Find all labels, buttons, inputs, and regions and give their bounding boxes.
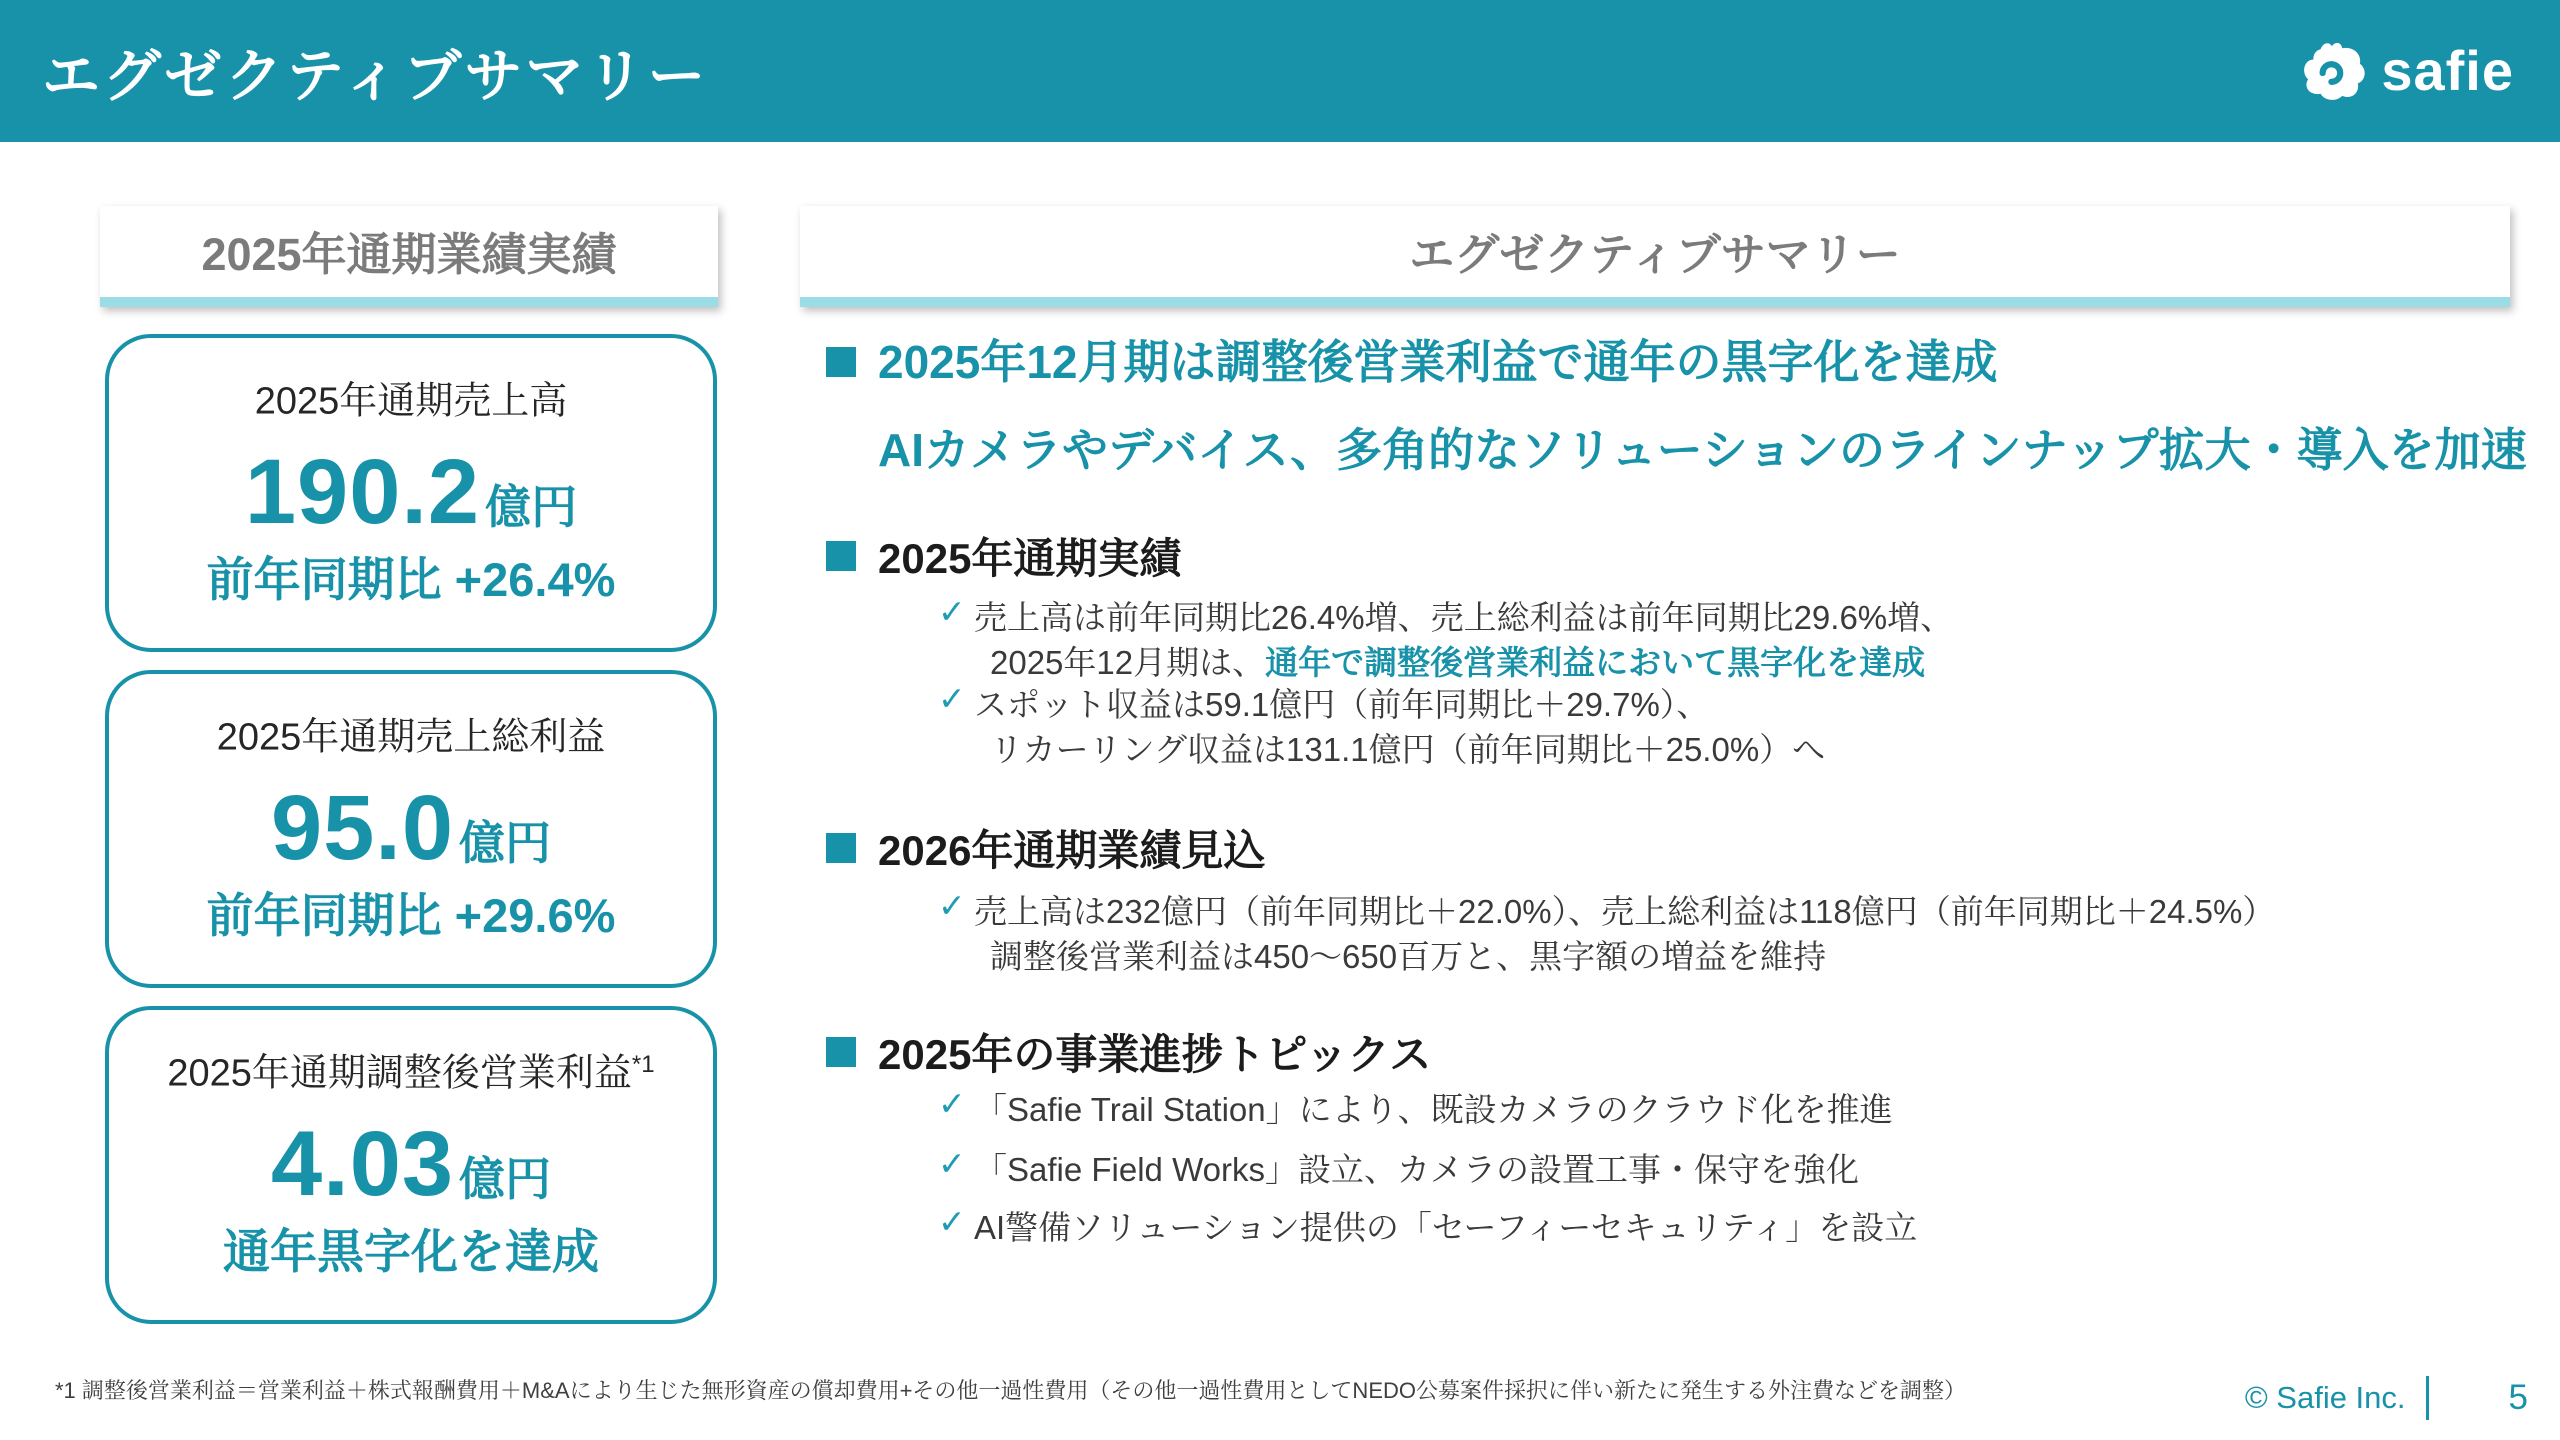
kpi-card-title xyxy=(217,716,606,759)
bullet-text: 2025年12月期は、 xyxy=(990,644,1266,681)
square-bullet-icon xyxy=(826,1037,856,1067)
bullet-text: 売上高は232億円（前年同期比＋22.0%）、売上総利益は118億円（前年同期比＋24.5%） xyxy=(974,893,2276,930)
footnote-ref: *1 xyxy=(631,1051,655,1079)
bullet-text-highlight: 通年で調整後営業利益において黒字化を達成 xyxy=(1265,644,1926,681)
check-icon: ✓ xyxy=(938,887,966,924)
kpi-card-title-text: 2025年通期売上総利益 xyxy=(216,717,606,760)
kpi-card-title xyxy=(167,1052,654,1095)
kpi-card-subline: 前年同期比 +26.4% xyxy=(206,552,616,606)
kpi-card-adjusted-operating-profit xyxy=(105,1006,717,1324)
bullet-item-continuation xyxy=(990,931,1826,978)
footnote: *1 調整後営業利益＝営業利益＋株式報酬費用＋M&Aにより生じた無形資産の償却費用+その他一過性費用（その他一過性費用としてNEDO公募案件採択に伴い新たに発生する外注費などを調整） xyxy=(55,1378,1966,1403)
check-icon: ✓ xyxy=(938,1203,966,1240)
kpi-value-number: 95.0 xyxy=(270,776,455,879)
lead-text: 2025年12月期は調整後営業利益で通年の黒字化を達成 xyxy=(878,336,1998,388)
kpi-card-revenue xyxy=(105,334,717,652)
section-heading-fy2026-forecast xyxy=(826,818,1265,878)
square-bullet-icon xyxy=(826,833,856,863)
safie-logo-text: safie xyxy=(2381,39,2514,102)
right-panel-heading-text: エグゼクティブサマリー xyxy=(1409,229,1901,280)
kpi-value-unit: 億円 xyxy=(459,816,552,869)
section-heading-text: 2025年通期実績 xyxy=(878,535,1182,582)
divider-bar xyxy=(2426,1376,2429,1420)
square-bullet-icon xyxy=(826,541,856,571)
kpi-card-title-text: 2025年通期売上高 xyxy=(254,381,568,424)
section-heading-text: 2026年通期業績見込 xyxy=(878,827,1266,874)
kpi-card-value xyxy=(270,1112,552,1215)
safie-logo xyxy=(2299,41,2514,101)
copyright-text: © Safie Inc. xyxy=(2244,1380,2406,1415)
bullet-text: 「Safie Field Works」設立、カメラの設置工事・保守を強化 xyxy=(974,1151,1859,1188)
kpi-value-number: 190.2 xyxy=(244,440,481,543)
check-icon: ✓ xyxy=(938,1085,966,1122)
bullet-text: 調整後営業利益は450〜650百万と、黒字額の増益を維持 xyxy=(990,938,1827,975)
kpi-card-title-text: 2025年通期調整後営業利益 xyxy=(167,1053,632,1096)
bullet-text: スポット収益は59.1億円（前年同期比＋29.7%）、 xyxy=(974,686,1710,723)
lead-text: AIカメラやデバイス、多角的なソリューションのラインナップ拡大・導入を加速 xyxy=(878,424,2527,476)
bullet-item xyxy=(938,1084,1893,1131)
lead-line-1 xyxy=(826,336,1998,389)
kpi-card-title xyxy=(255,380,568,423)
page-title: エグゼクティブサマリー xyxy=(42,44,709,109)
bullet-item xyxy=(938,679,1709,726)
bullet-text: 売上高は前年同期比26.4%増、売上総利益は前年同期比29.6%増、 xyxy=(974,599,1954,636)
safie-bird-icon xyxy=(2299,41,2369,101)
section-heading-text: 2025年の事業進捗トピックス xyxy=(878,1031,1432,1078)
kpi-value-number: 4.03 xyxy=(270,1112,455,1215)
bullet-item-continuation xyxy=(990,637,1925,684)
lead-line-2 xyxy=(878,424,2527,477)
kpi-card-subline: 前年同期比 +29.6% xyxy=(206,888,616,942)
header-bar xyxy=(0,0,2560,142)
right-panel-heading xyxy=(800,206,2510,307)
left-panel-heading-text: 2025年通期業績実績 xyxy=(201,229,617,280)
copyright-block xyxy=(2245,1376,2528,1420)
bullet-item xyxy=(938,592,1953,639)
kpi-value-unit: 億円 xyxy=(459,1152,552,1205)
bullet-text: AI警備ソリューション提供の「セーフィーセキュリティ」を設立 xyxy=(974,1209,1918,1246)
bullet-item xyxy=(938,1144,1859,1191)
left-panel-heading xyxy=(100,206,718,307)
bullet-item xyxy=(938,1202,1917,1249)
page-number: 5 xyxy=(2508,1378,2528,1417)
section-heading-fy2025-results xyxy=(826,526,1181,586)
kpi-card-gross-profit xyxy=(105,670,717,988)
kpi-value-unit: 億円 xyxy=(485,480,578,533)
kpi-card-value xyxy=(270,776,552,879)
square-bullet-icon xyxy=(826,347,856,377)
check-icon: ✓ xyxy=(938,680,966,717)
bullet-text: 「Safie Trail Station」により、既設カメラのクラウド化を推進 xyxy=(974,1091,1893,1128)
bullet-text: リカーリング収益は131.1億円（前年同期比＋25.0%）へ xyxy=(990,731,1826,768)
check-icon: ✓ xyxy=(938,593,966,630)
check-icon: ✓ xyxy=(938,1145,966,1182)
bullet-item-continuation xyxy=(990,724,1825,771)
bullet-item xyxy=(938,886,2275,933)
section-heading-business-topics xyxy=(826,1022,1431,1082)
kpi-card-subline: 通年黒字化を達成 xyxy=(223,1224,599,1278)
kpi-card-value xyxy=(244,440,578,543)
